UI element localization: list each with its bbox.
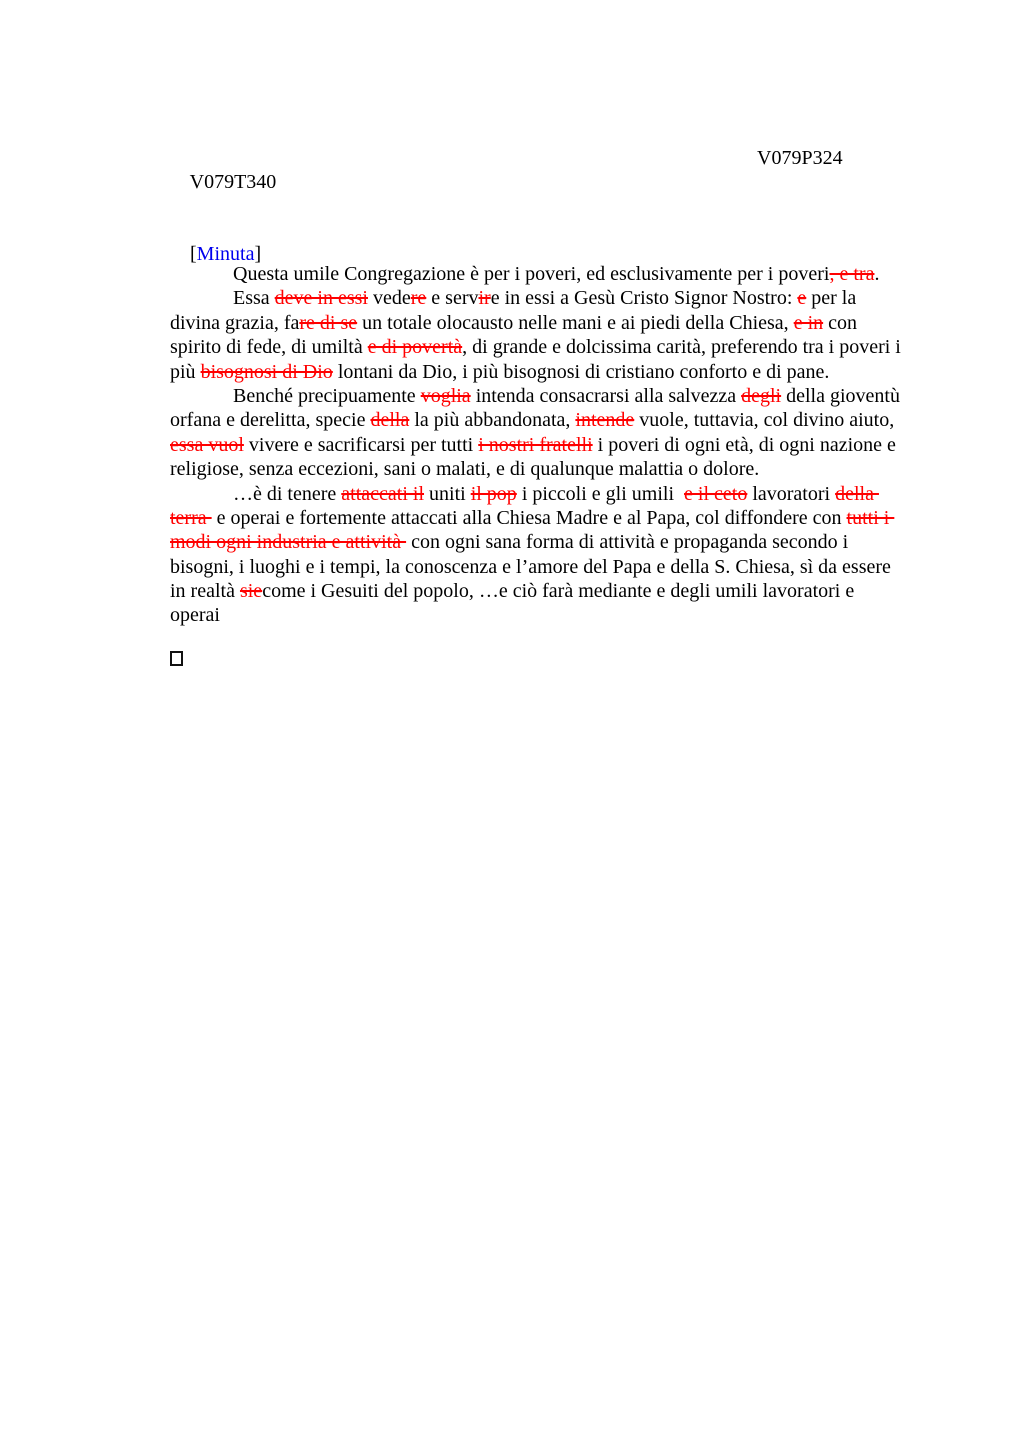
text-run: e operai e fortemente attaccati alla Chiesa Madre e al Papa, col diffondere con xyxy=(211,506,847,529)
text-line xyxy=(170,457,940,481)
deleted-text-run: , e tra xyxy=(829,263,875,285)
text-run: più xyxy=(170,360,201,383)
deleted-text-run: e di povertà xyxy=(367,336,463,359)
text-run: vuole, tuttavia, col divino aiuto, xyxy=(634,409,895,432)
document-page xyxy=(170,146,940,672)
text-run: in realtà xyxy=(170,580,240,603)
deleted-text-run: voglia xyxy=(420,384,471,407)
text-line xyxy=(170,262,940,286)
text-run: vede xyxy=(367,287,411,310)
text-run: Questa umile Congregazione è per i poveri, ed esclusivamente per i poveri xyxy=(233,263,830,285)
text-line xyxy=(170,603,940,627)
text-line xyxy=(170,433,940,457)
text-run: con xyxy=(823,311,858,334)
text-run: vivere e sacrificarsi per tutti xyxy=(243,433,479,456)
text-run: Benché precipuamente xyxy=(233,384,421,407)
text-line xyxy=(170,579,940,603)
text-line xyxy=(170,530,940,554)
deleted-text-run: della xyxy=(370,409,410,432)
text-run: uniti xyxy=(424,482,471,505)
deleted-text-run: essa vuol xyxy=(170,433,244,456)
deleted-text-run: attaccati il xyxy=(341,482,425,505)
deleted-text-run: il pop xyxy=(470,482,517,505)
text-run: come i Gesuiti del popolo, …e ciò farà mediante e degli umili lavoratori e xyxy=(262,580,855,603)
text-run: divina grazia, fa xyxy=(170,311,300,334)
deleted-text-run: re di se xyxy=(299,311,358,334)
document-body xyxy=(170,262,940,628)
text-run: lavoratori xyxy=(747,482,836,505)
deleted-text-run: sie xyxy=(239,580,263,603)
white-square-glyph xyxy=(170,651,183,666)
deleted-text-run: ir xyxy=(478,287,491,310)
deleted-text-run: tutti i xyxy=(846,506,895,529)
text-line xyxy=(170,311,940,335)
text-run: per la xyxy=(806,287,857,310)
text-run: i poveri di ogni età, di ogni nazione e xyxy=(592,433,896,456)
text-run: orfana e derelitta, specie xyxy=(170,409,371,432)
text-run: Essa xyxy=(233,287,275,310)
text-run: , di grande e dolcissima carità, preferendo tra i poveri i xyxy=(462,336,901,359)
text-run: e serv xyxy=(426,287,479,310)
text-run: lontani da Dio, i più bisognosi di cristiano conforto e di pane. xyxy=(332,360,830,383)
end-mark-line xyxy=(170,648,940,672)
deleted-text-run: e in xyxy=(793,311,824,334)
text-run: della gioventù xyxy=(781,384,900,407)
text-run: operai xyxy=(170,604,220,627)
page-header xyxy=(170,146,940,194)
deleted-text-run: modi ogni industria e attività xyxy=(170,531,407,554)
text-line xyxy=(170,286,940,310)
text-line xyxy=(170,506,940,530)
text-run: …è di tenere xyxy=(233,482,342,505)
text-run: bisogni, i luoghi e i tempi, la conoscenza e l’amore del Papa e della S. Chiesa, sì da essere xyxy=(170,555,891,578)
deleted-text-run: deve in essi xyxy=(274,287,368,310)
minuta-link[interactable]: Minuta xyxy=(196,243,255,266)
deleted-text-run: re xyxy=(410,287,427,310)
minuta-close-bracket: ] xyxy=(254,243,262,266)
text-run: i piccoli e gli umili xyxy=(516,482,685,505)
deleted-text-run: degli xyxy=(741,384,782,407)
text-run: e in essi a Gesù Cristo Signor Nostro: xyxy=(490,287,798,310)
text-line xyxy=(170,408,940,432)
deleted-text-run: della xyxy=(835,482,879,505)
minuta-open-bracket: [ xyxy=(190,243,197,266)
deleted-text-run: e xyxy=(797,287,807,310)
text-line xyxy=(170,555,940,579)
text-run: la più abbandonata, xyxy=(409,409,576,432)
deleted-text-run: i nostri fratelli xyxy=(478,433,593,456)
text-line xyxy=(170,384,940,408)
header-right-code: V079P324 xyxy=(757,147,843,169)
minuta-line xyxy=(170,218,940,266)
deleted-text-run: e il ceto xyxy=(684,482,748,505)
text-run: un totale olocausto nelle mani e ai piedi della Chiesa, xyxy=(357,311,794,334)
deleted-text-run: terra xyxy=(170,506,212,529)
text-line xyxy=(170,360,940,384)
text-run: . xyxy=(874,263,880,285)
text-line xyxy=(170,482,940,506)
text-run: religiose, senza eccezioni, sani o malati, e di qualunque malattia o dolore. xyxy=(170,458,760,481)
text-run: spirito di fede, di umiltà xyxy=(170,336,368,359)
deleted-text-run: bisognosi di Dio xyxy=(200,360,333,383)
deleted-text-run: intende xyxy=(575,409,635,432)
text-line xyxy=(170,335,940,359)
header-left-code: V079T340 xyxy=(189,171,277,194)
text-run: con ogni sana forma di attività e propaganda secondo i xyxy=(406,531,849,554)
text-run: intenda consacrarsi alla salvezza xyxy=(470,384,742,407)
